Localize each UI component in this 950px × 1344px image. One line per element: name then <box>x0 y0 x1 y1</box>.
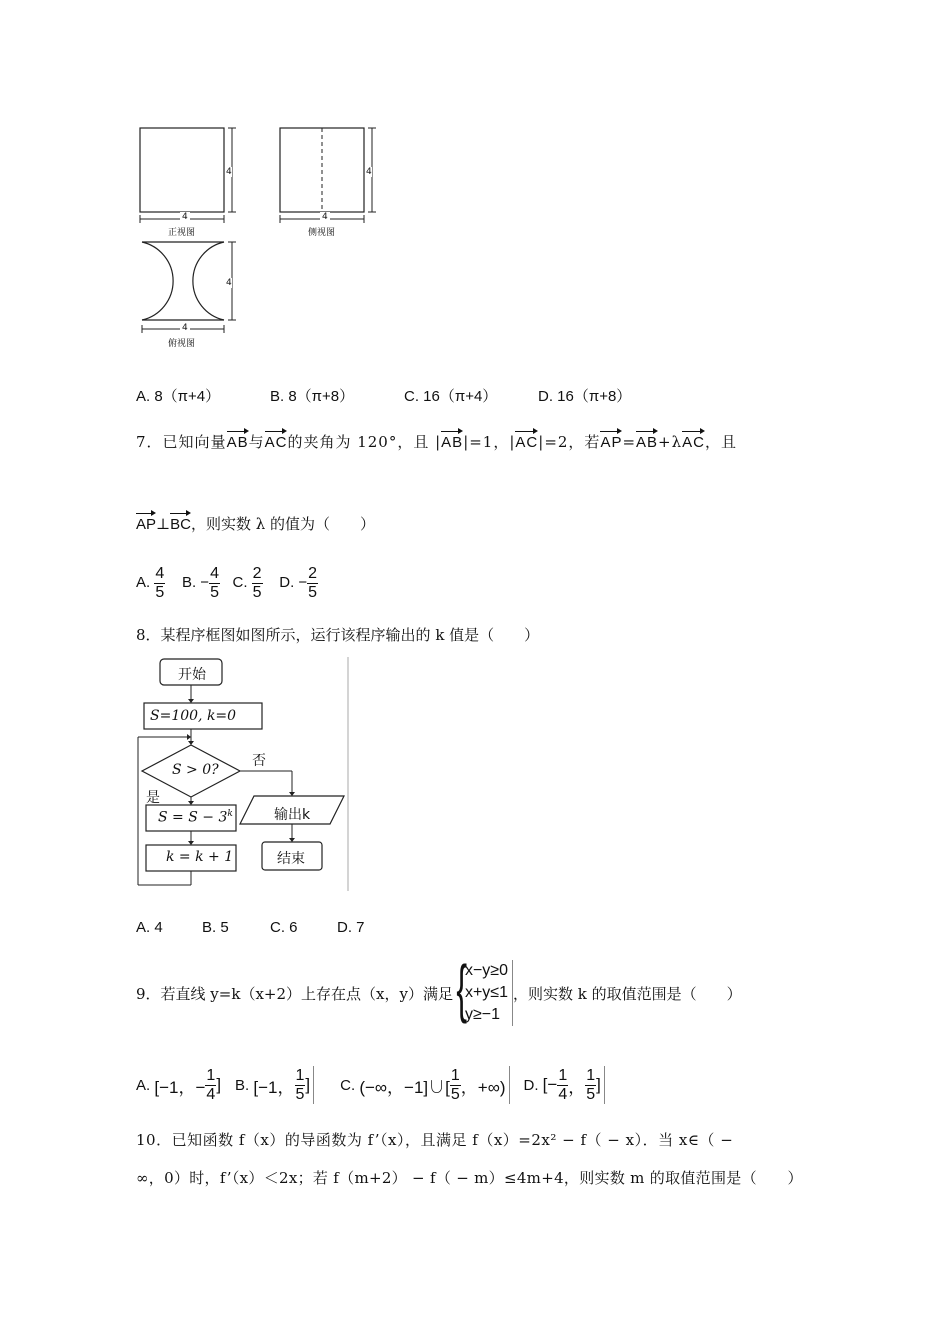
flow-start: 开始 <box>178 667 206 683</box>
q8-option-b: B. 5 <box>202 919 229 936</box>
vector-bc: BC <box>170 510 191 533</box>
q8-option-c: C. 6 <box>270 919 298 936</box>
front-dim-right: 4 <box>226 167 232 177</box>
flow-condition: S > 0? <box>172 762 219 778</box>
q10-line-1: 10．已知函数 f（x）的导函数为 f’（x），且满足 f（x）=2x² − f（ − x）．当 x∈（ − <box>136 1131 734 1149</box>
side-view-label: 侧视图 <box>308 228 336 238</box>
flow-no-label: 否 <box>252 753 266 769</box>
q7-line-2: AP⊥BC，则实数 λ 的值为（ ） <box>136 510 375 534</box>
top-view-label: 俯视图 <box>168 339 196 349</box>
q9-option-a: A. [−1，− $\frac{1}{4}$ ] <box>136 1066 222 1103</box>
flow-init: S=100, k=0 <box>150 708 237 724</box>
top-dim-bottom: 4 <box>182 323 188 333</box>
q6-option-a: A. 8（π+4） <box>136 388 221 405</box>
side-dim-right: 4 <box>366 167 372 177</box>
top-dim-right: 4 <box>226 278 232 288</box>
q8-question: 8．某程序框图如图所示，运行该程序输出的 k 值是（ ） <box>136 626 540 644</box>
q9-option-b: B. [−1， $\frac{1}{5}$ ] <box>235 1066 314 1104</box>
vector-ab: AB <box>227 428 249 451</box>
q8-option-a: A. 4 <box>136 919 163 936</box>
flow-update-k: k = k + 1 <box>166 849 234 865</box>
q7-option-b: B. − $\frac{4}{5}$ <box>181 565 219 601</box>
top-view-shape <box>142 242 224 320</box>
q7-options <box>136 565 318 602</box>
q7-option-a: A. $\frac{4}{5}$ <box>136 565 165 601</box>
q9-options <box>136 1066 605 1104</box>
vector-ac: AC <box>265 428 288 451</box>
flow-output: 输出k <box>274 807 311 823</box>
flow-end: 结束 <box>277 851 305 867</box>
q9-option-d: D. [− $\frac{1}{4}$ ， $\frac{1}{5}$ ] <box>524 1066 605 1104</box>
q7-option-d: D. − $\frac{2}{5}$ <box>279 565 318 601</box>
q8-option-d: D. 7 <box>337 919 365 936</box>
side-dim-bottom: 4 <box>322 212 328 222</box>
q9-question: 9．若直线 y=k（x+2）上存在点（x，y）满足 { x−y≥0 x+y≤1 y≥−1 ，则实数 k 的取值范围是（ ） <box>136 960 742 1026</box>
q6-option-b: B. 8（π+8） <box>270 388 355 405</box>
flow-update-s: $S = S - 3^k$ <box>158 809 233 826</box>
q10-line-2: ∞，0）时，f’（x）＜2x；若 f（m+2） − f（ − m）≤4m+4，则实数 m 的取值范围是（ ） <box>136 1169 803 1187</box>
q9-option-c: C. (−∞，−1]∪[ $\frac{1}{5}$ ，+∞) <box>340 1066 509 1104</box>
q7-line-1: 7．已知向量AB与AC的夹角为 120°，且 |AB|=1，|AC|=2，若AP=AB+λAC，且 <box>136 428 737 452</box>
inequality-system: { x−y≥0 x+y≤1 y≥−1 <box>453 960 513 1026</box>
front-dim-bottom: 4 <box>182 212 188 222</box>
front-view-square <box>140 128 224 212</box>
q6-option-c: C. 16（π+4） <box>404 388 498 405</box>
three-views-figure <box>128 120 388 355</box>
front-view-label: 正视图 <box>168 228 196 238</box>
vector-ap: AP <box>600 428 622 451</box>
flow-yes-label: 是 <box>146 790 160 806</box>
q6-option-d: D. 16（π+8） <box>538 388 632 405</box>
q7-option-c: C. $\frac{2}{5}$ <box>232 565 262 601</box>
